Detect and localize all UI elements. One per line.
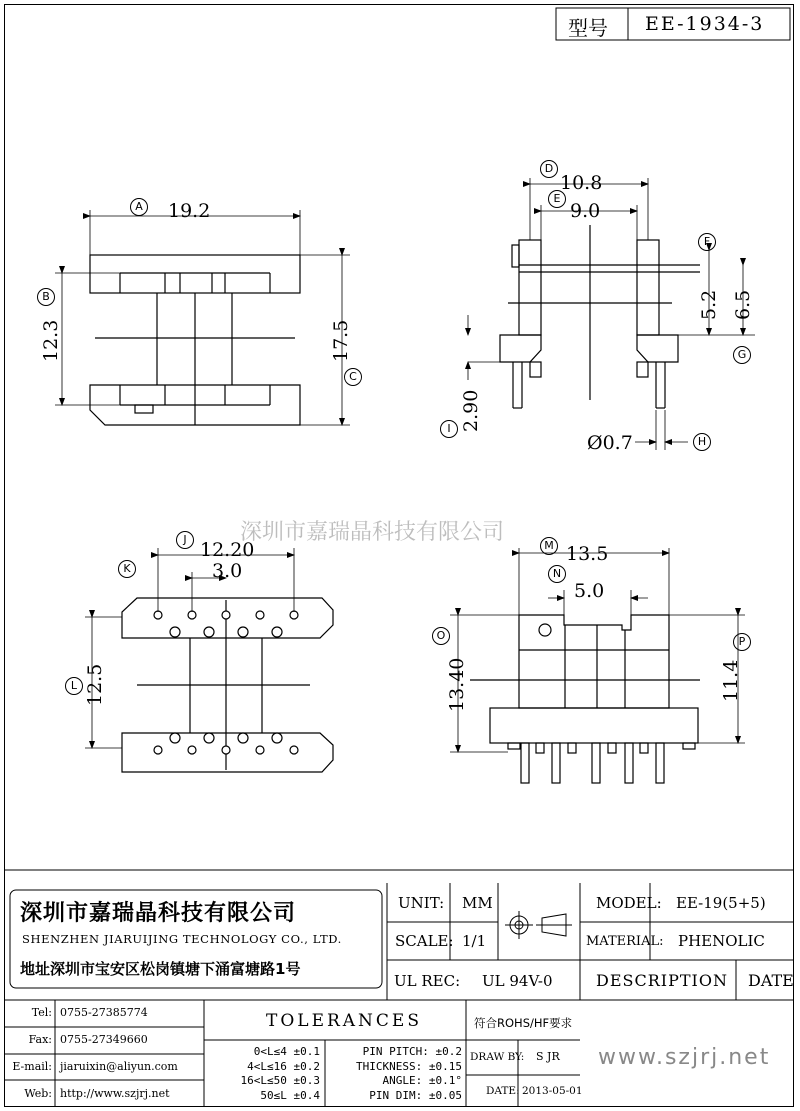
web-label: Web:	[24, 1087, 52, 1100]
date-label: DATE:	[486, 1085, 520, 1097]
material-label: MATERIAL:	[586, 934, 664, 949]
ul-rec-label: UL REC:	[394, 972, 461, 990]
material-value: PHENOLIC	[678, 932, 765, 950]
tolerances-title: TOLERANCES	[266, 1011, 422, 1031]
unit-value: MM	[462, 894, 493, 912]
scale-label: SCALE:	[395, 932, 454, 950]
dim-j-value: 12.20	[200, 539, 255, 561]
dim-f-value: 5.2	[698, 289, 720, 320]
draw-by-value: S JR	[536, 1050, 560, 1063]
projection-symbol	[505, 911, 572, 939]
marker-f: F	[698, 233, 716, 251]
marker-h: H	[693, 433, 711, 451]
tel-value: 0755-27385774	[60, 1006, 148, 1019]
model-box-value: EE-1934-3	[645, 13, 765, 35]
marker-b: B	[37, 288, 55, 306]
email-value[interactable]: jiaruixin@aliyun.com	[60, 1060, 178, 1073]
length-tolerances	[212, 1045, 320, 1103]
draw-by-label: DRAW BY:	[470, 1051, 525, 1063]
dim-k-value: 3.0	[212, 560, 243, 582]
length-tolerance-row: 4<L≤16 ±0.2	[247, 1059, 320, 1073]
fax-value: 0755-27349660	[60, 1033, 148, 1046]
marker-o: O	[432, 627, 450, 645]
other-tolerance-row: ANGLE: ±0.1°	[382, 1074, 462, 1087]
dim-e-value: 9.0	[570, 200, 601, 222]
web-value[interactable]: http://www.szjrj.net	[60, 1087, 170, 1100]
date-header: DATE	[748, 971, 794, 990]
model-box-label: 型号	[568, 16, 608, 40]
dim-l-value: 12.5	[84, 663, 106, 706]
other-tolerances	[326, 1045, 462, 1103]
dim-g-value: 6.5	[732, 289, 754, 320]
tel-label: Tel:	[31, 1006, 52, 1019]
email-label: E-mail:	[12, 1060, 52, 1073]
model-value: EE-19(5+5)	[676, 894, 766, 912]
unit-label: UNIT:	[398, 894, 445, 912]
company-name-cn: 深圳市嘉瑞晶科技有限公司	[20, 901, 297, 926]
company-name-en: SHENZHEN JIARUIJING TECHNOLOGY CO., LTD.	[22, 932, 342, 946]
watermark: 深圳市嘉瑞晶科技有限公司	[240, 520, 505, 545]
model-label: MODEL:	[596, 894, 662, 912]
marker-p: P	[733, 633, 751, 651]
marker-a: A	[130, 198, 148, 216]
dim-a-value: 19.2	[168, 200, 211, 222]
fax-label: Fax:	[28, 1033, 52, 1046]
other-tolerance-row: PIN PITCH: ±0.2	[362, 1045, 462, 1058]
dim-d-value: 10.8	[560, 172, 603, 194]
length-tolerance-row: 50≤L ±0.4	[260, 1088, 320, 1102]
dim-h-value: Ø0.7	[587, 432, 633, 454]
dim-c-value: 17.5	[330, 319, 352, 362]
other-tolerance-row: THICKNESS: ±0.15	[356, 1059, 462, 1073]
marker-l: L	[65, 677, 83, 695]
marker-g: G	[733, 346, 751, 364]
length-tolerance-row: 0<L≤4 ±0.1	[253, 1045, 320, 1058]
rohs-compliance: 符合ROHS/HF要求	[474, 1016, 573, 1030]
marker-e: E	[548, 190, 566, 208]
other-tolerance-row: PIN DIM: ±0.05	[369, 1088, 462, 1102]
website-watermark: www.szjrj.net	[598, 1045, 771, 1070]
marker-n: N	[548, 565, 566, 583]
bottom-view	[85, 548, 333, 772]
marker-c: C	[344, 368, 362, 386]
marker-i: I	[440, 420, 458, 438]
length-tolerance-row: 16<L≤50 ±0.3	[240, 1074, 320, 1087]
ul-rec-value: UL 94V-0	[482, 972, 553, 990]
date-value: 2013-05-01	[522, 1085, 583, 1097]
marker-m: M	[540, 537, 558, 555]
dim-i-value: 2.90	[460, 389, 482, 432]
company-address: 地址深圳市宝安区松岗镇塘下涌富塘路1号	[20, 960, 301, 978]
dim-p-value: 11.4	[720, 659, 742, 702]
marker-j: J	[176, 531, 194, 549]
front-view	[55, 210, 350, 425]
marker-d: D	[540, 160, 558, 178]
dim-o-value: 13.40	[446, 657, 468, 712]
dim-b-value: 12.3	[40, 319, 62, 362]
dim-n-value: 5.0	[574, 580, 605, 602]
dim-m-value: 13.5	[566, 543, 609, 565]
scale-value: 1/1	[462, 932, 487, 950]
marker-k: K	[118, 560, 136, 578]
description-header: DESCRIPTION	[596, 971, 728, 990]
